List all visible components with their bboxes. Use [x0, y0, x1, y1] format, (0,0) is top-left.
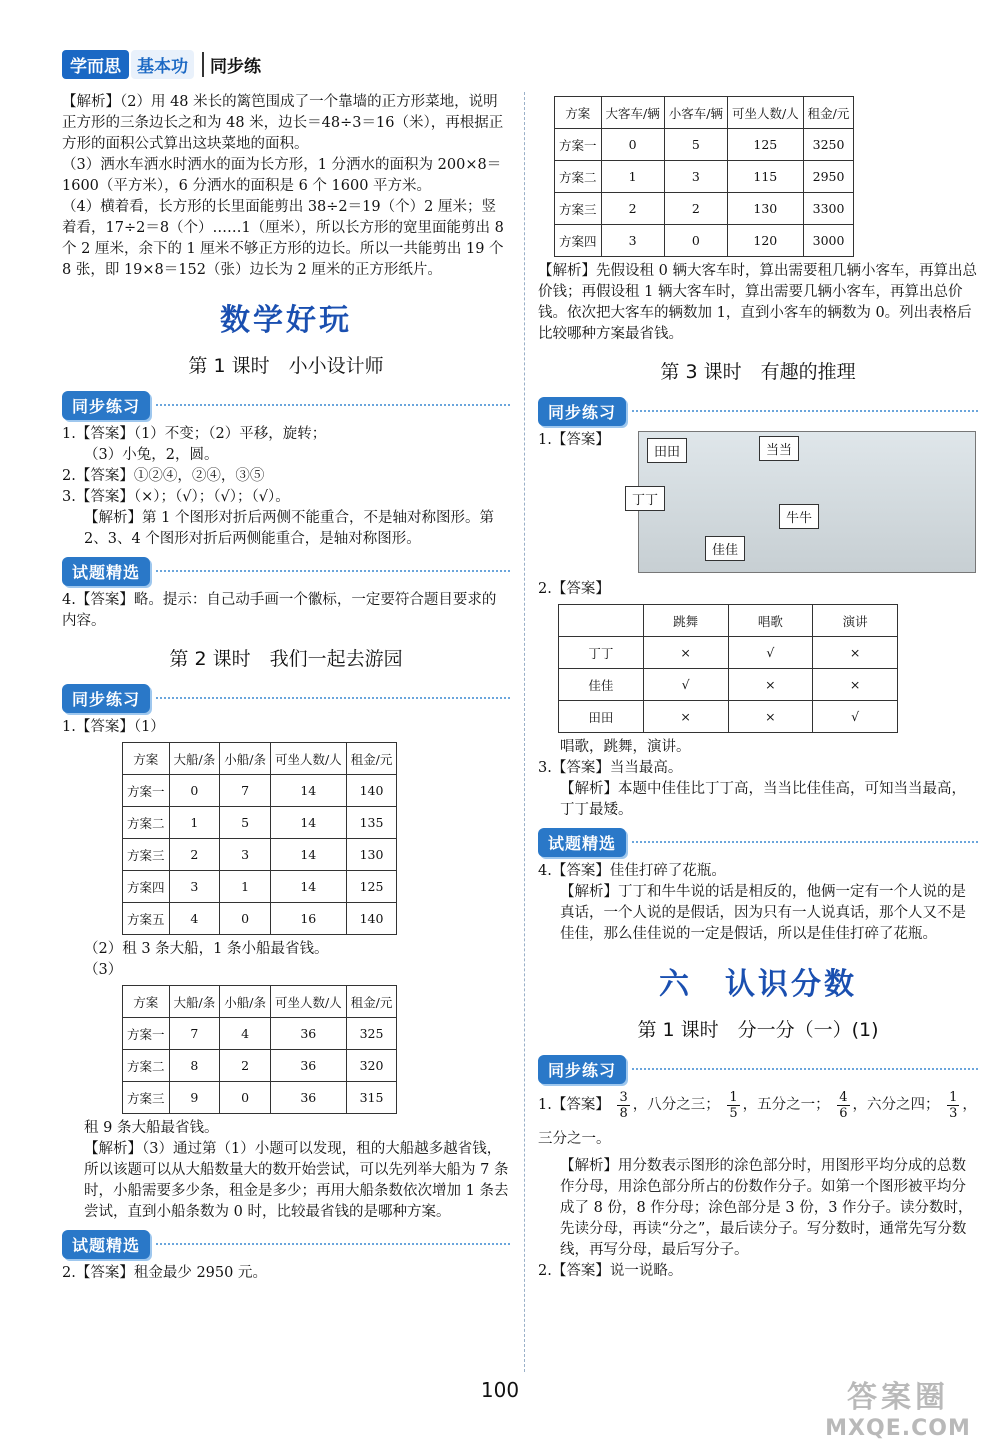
explanation-paragraph: 【解析】（3）通过第（1）小题可以发现，租的大船越多越省钱，所以该题可以从大船数量大的数开始尝试，可以先列举大船为 7 条时，小船需要多少条，租金是多少；再用大船条数依次增加 1 条去尝试，直到小船条数为 0 时，比较最省钱的是哪种方案。 — [84, 1141, 509, 1220]
data-table — [558, 604, 898, 733]
table-header-cell: 可坐人数/人 — [727, 97, 803, 129]
table-cell: 1 — [220, 871, 271, 903]
table-cell: 丁丁 — [559, 637, 644, 669]
table-cell: 4 — [169, 903, 220, 935]
answer-line: 4.【答案】佳佳打碎了花瓶。 — [538, 863, 726, 879]
table-cell: × — [728, 701, 813, 733]
table-row — [555, 225, 854, 257]
answer-line: 2.【答案】租金最少 2950 元。 — [62, 1265, 267, 1281]
fraction-reading: ，八分之三； — [632, 1097, 720, 1113]
page-number: 100 — [480, 1378, 520, 1402]
fraction-reading: ，三分之一。 — [538, 1097, 977, 1147]
table-cell: 1 — [601, 161, 664, 193]
section-banner-sync — [538, 1054, 978, 1084]
answer-line: 1.【答案】（1）不变；（2）平移，旋转； — [62, 426, 327, 442]
table-header-cell: 可坐人数/人 — [270, 986, 346, 1018]
table-cell: 2950 — [803, 161, 854, 193]
table-cell: 315 — [346, 1082, 397, 1114]
banner-label: 同步练习 — [538, 397, 626, 426]
answer-line: 唱歌，跳舞，演讲。 — [560, 739, 691, 755]
data-table — [122, 985, 397, 1114]
table-cell: 125 — [727, 129, 803, 161]
table-cell: 2 — [169, 839, 220, 871]
table-row — [559, 669, 898, 701]
explanation-paragraph: 【解析】（2）用 48 米长的篱笆围成了一个靠墙的正方形菜地，说明正方形的三条边长之和为 48 米，边长＝48÷3＝16（米），再根据正方形的面积公式算出这块菜地的面积。 — [62, 94, 504, 152]
table-cell: 0 — [601, 129, 664, 161]
table-cell: 3 — [601, 225, 664, 257]
answer-line: 租 9 条大船最省钱。 — [84, 1120, 219, 1136]
table-cell: 120 — [727, 225, 803, 257]
watermark — [818, 1372, 978, 1441]
table-cell: 3 — [220, 839, 271, 871]
table-header-row — [123, 986, 397, 1018]
table-header-cell: 可坐人数/人 — [270, 743, 346, 775]
table-header-cell: 租金/元 — [346, 986, 397, 1018]
table-row — [123, 1018, 397, 1050]
fraction: $\frac{3}{8}$ — [619, 1089, 628, 1121]
answer-line: 4.【答案】略。提示：自己动手画一个徽标，一定要符合题目要求的内容。 — [62, 592, 497, 629]
table-row — [555, 193, 854, 225]
table-cell: 方案三 — [123, 1082, 170, 1114]
table-cell: 5 — [220, 807, 271, 839]
data-table — [122, 742, 397, 935]
table-header-row — [559, 605, 898, 637]
table-cell: 14 — [270, 807, 346, 839]
table-cell: 140 — [346, 775, 397, 807]
banner-label: 试题精选 — [62, 1230, 150, 1259]
table-cell: 方案一 — [123, 775, 170, 807]
table-cell: 方案二 — [123, 807, 170, 839]
table-row — [559, 637, 898, 669]
table-row — [123, 903, 397, 935]
table-cell: 7 — [169, 1018, 220, 1050]
table-cell: 方案四 — [555, 225, 602, 257]
banner-label: 试题精选 — [62, 557, 150, 586]
table-header-cell: 大船/条 — [169, 743, 220, 775]
table-cell: √ — [643, 669, 728, 701]
right-column — [538, 92, 978, 1282]
page-header — [62, 50, 261, 79]
section-banner-sync — [62, 683, 510, 713]
fraction: $\frac{4}{6}$ — [839, 1089, 848, 1121]
table-row — [123, 839, 397, 871]
answer-line: 1.【答案】（1） — [62, 719, 165, 735]
table-cell: 320 — [346, 1050, 397, 1082]
explanation-paragraph: 【解析】先假设租 0 辆大客车时，算出需要租几辆小客车，再算出总价钱；再假设租 1 辆大客车时，算出需要几辆小客车，再算出总价钱。依次把大客车的辆数加 1，直到小客车的辆数为 0。列出表格后比较哪种方案最省钱。 — [538, 263, 977, 342]
answer-line: 2.【答案】①②④，②④，③⑤ — [62, 468, 265, 484]
table-cell: 方案三 — [123, 839, 170, 871]
answer-line: （3） — [84, 962, 123, 978]
table-header-cell: 租金/元 — [803, 97, 854, 129]
table-cell: 方案三 — [555, 193, 602, 225]
banner-label: 同步练习 — [62, 391, 150, 420]
answer-prefix: 1.【答案】 — [538, 1097, 610, 1113]
picture-label: 牛牛 — [779, 504, 819, 529]
table-cell: 115 — [727, 161, 803, 193]
table-cell: 36 — [270, 1050, 346, 1082]
chapter-title: 数学好玩 — [220, 303, 352, 338]
picture-label: 佳佳 — [705, 536, 745, 561]
table-row — [555, 161, 854, 193]
section-banner-select — [538, 827, 978, 857]
table-cell: 方案四 — [123, 871, 170, 903]
section-banner-sync — [62, 390, 510, 420]
explanation-paragraph: 【解析】丁丁和牛牛说的话是相反的，他俩一定有一个人说的是真话，一个人说的是假话，因为只有一人说真话，那个人又不是佳佳，那么佳佳说的一定是假话，所以是佳佳打碎了花瓶。 — [560, 884, 966, 942]
table-header-cell: 跳舞 — [643, 605, 728, 637]
table-cell: 方案一 — [555, 129, 602, 161]
table-cell: 135 — [346, 807, 397, 839]
lesson-title: 第 3 课时 有趣的推理 — [660, 361, 856, 383]
table-cell: × — [643, 637, 728, 669]
fraction: $\frac{1}{5}$ — [729, 1089, 738, 1121]
table-header-cell: 小客车/辆 — [664, 97, 727, 129]
banner-label: 试题精选 — [538, 828, 626, 857]
table-cell: 36 — [270, 1082, 346, 1114]
table-row — [123, 871, 397, 903]
table-cell: √ — [728, 637, 813, 669]
fraction-answer — [538, 1088, 978, 1156]
table-row — [123, 1050, 397, 1082]
fraction-reading: ，六分之四； — [852, 1097, 940, 1113]
table-cell: 2 — [601, 193, 664, 225]
answer-line: 2.【答案】说一说略。 — [538, 1263, 683, 1279]
watermark-line: 答案圈 — [847, 1380, 949, 1415]
table-header-cell: 小船/条 — [220, 986, 271, 1018]
picture-label: 田田 — [647, 438, 687, 463]
brand-logo: 学而思 — [62, 50, 129, 79]
table-row — [123, 1082, 397, 1114]
table-cell: √ — [813, 701, 898, 733]
watermark-line: MXQE.COM — [825, 1416, 971, 1441]
section-banner-select — [62, 556, 510, 586]
table-cell: 1 — [169, 807, 220, 839]
brand-logo-sub: 基本功 — [131, 50, 194, 79]
fraction: $\frac{1}{3}$ — [949, 1089, 958, 1121]
lesson-title: 第 1 课时 分一分（一）(1) — [637, 1019, 879, 1041]
chapter-title: 六 认识分数 — [659, 967, 857, 1002]
table-header-cell: 小船/条 — [220, 743, 271, 775]
reasoning-illustration — [632, 431, 976, 573]
table-cell: 3000 — [803, 225, 854, 257]
table-cell: 7 — [220, 775, 271, 807]
table-header-cell: 大客车/辆 — [601, 97, 664, 129]
left-column — [62, 92, 510, 1284]
table-header-cell — [559, 605, 644, 637]
table-cell: 方案一 — [123, 1018, 170, 1050]
table-header-cell: 方案 — [123, 986, 170, 1018]
table-cell: 14 — [270, 839, 346, 871]
table-cell: 36 — [270, 1018, 346, 1050]
table-row — [559, 701, 898, 733]
header-title: 同步练 — [202, 52, 261, 77]
table-cell: 田田 — [559, 701, 644, 733]
table-cell: 5 — [664, 129, 727, 161]
table-cell: 3250 — [803, 129, 854, 161]
table-cell: 佳佳 — [559, 669, 644, 701]
table-cell: 方案二 — [555, 161, 602, 193]
data-table — [554, 96, 854, 257]
explanation-paragraph: 【解析】本题中佳佳比丁丁高，当当比佳佳高，可知当当最高，丁丁最矮。 — [560, 781, 966, 818]
banner-label: 同步练习 — [62, 684, 150, 713]
answer-line: 1.【答案】 — [538, 432, 610, 448]
table-header-cell: 演讲 — [813, 605, 898, 637]
table-cell: × — [728, 669, 813, 701]
answer-line: 2.【答案】 — [538, 581, 610, 597]
table-cell: 14 — [270, 775, 346, 807]
table-header-cell: 方案 — [555, 97, 602, 129]
table-header-cell: 唱歌 — [728, 605, 813, 637]
picture-label: 当当 — [759, 436, 799, 461]
table-cell: 14 — [270, 871, 346, 903]
table-cell: 9 — [169, 1082, 220, 1114]
table-row — [123, 775, 397, 807]
explanation-paragraph: （3）洒水车洒水时洒水的面为长方形，1 分洒水的面积为 200×8＝1600（平方米），6 分洒水的面积是 6 个 1600 平方米。 — [62, 157, 502, 194]
table-cell: 2 — [664, 193, 727, 225]
table-cell: 方案二 — [123, 1050, 170, 1082]
table-cell: × — [813, 637, 898, 669]
section-banner-select — [62, 1229, 510, 1259]
table-cell: 2 — [220, 1050, 271, 1082]
table-cell: 3 — [169, 871, 220, 903]
table-cell: 325 — [346, 1018, 397, 1050]
table-header-row — [555, 97, 854, 129]
table-cell: 130 — [727, 193, 803, 225]
column-divider — [524, 92, 525, 1372]
banner-label: 同步练习 — [538, 1055, 626, 1084]
table-cell: 0 — [664, 225, 727, 257]
answer-line: （2）租 3 条大船，1 条小船最省钱。 — [84, 941, 329, 957]
table-cell: × — [643, 701, 728, 733]
table-cell: 0 — [220, 1082, 271, 1114]
lesson-title: 第 2 课时 我们一起去游园 — [169, 648, 403, 670]
table-cell: 0 — [220, 903, 271, 935]
table-cell: 0 — [169, 775, 220, 807]
explanation-paragraph: （4）横着看，长方形的长里面能剪出 38÷2＝19（个）2 厘米；竖着看，17÷2＝8（个）……1（厘米），所以长方形的宽里面能剪出 8 个 2 厘米，余下的 1 厘米不够正方形的边长。所以一共能剪出 19 个 8 张，即 19×8＝152（张）边长为 2 厘米的正方形纸片。 — [62, 199, 504, 278]
explanation-paragraph: 【解析】用分数表示图形的涂色部分时，用图形平均分成的总数作分母，用涂色部分所占的份数作分子。如第一个图形被平均分成了 8 份，8 作分母；涂色部分是 3 份，3 作分子。读分数时，先读分母，再读“分之”，最后读分子。写分数时，通常先写分数线，再写分母，最后写分子。 — [560, 1158, 973, 1258]
table-cell: 8 — [169, 1050, 220, 1082]
table-cell: 125 — [346, 871, 397, 903]
table-cell: × — [813, 669, 898, 701]
table-header-cell: 大船/条 — [169, 986, 220, 1018]
answer-line: 3.【答案】（×）；（√）；（√）；（√）。 — [62, 489, 290, 505]
section-banner-sync — [538, 396, 978, 426]
table-cell: 130 — [346, 839, 397, 871]
picture-label: 丁丁 — [625, 486, 665, 511]
table-header-row — [123, 743, 397, 775]
table-row — [123, 807, 397, 839]
fraction-reading: ，五分之一； — [742, 1097, 830, 1113]
table-cell: 4 — [220, 1018, 271, 1050]
table-cell: 方案五 — [123, 903, 170, 935]
explanation-paragraph: 【解析】第 1 个图形对折后两侧不能重合，不是轴对称图形。第 2、3、4 个图形对折后两侧能重合，是轴对称图形。 — [84, 510, 494, 547]
table-row — [555, 129, 854, 161]
table-cell: 3300 — [803, 193, 854, 225]
lesson-title: 第 1 课时 小小设计师 — [188, 355, 384, 377]
table-cell: 3 — [664, 161, 727, 193]
table-cell: 140 — [346, 903, 397, 935]
answer-line: （3）小兔，2，圆。 — [84, 447, 219, 463]
answer-line: 3.【答案】当当最高。 — [538, 760, 683, 776]
table-header-cell: 方案 — [123, 743, 170, 775]
table-header-cell: 租金/元 — [346, 743, 397, 775]
table-cell: 16 — [270, 903, 346, 935]
